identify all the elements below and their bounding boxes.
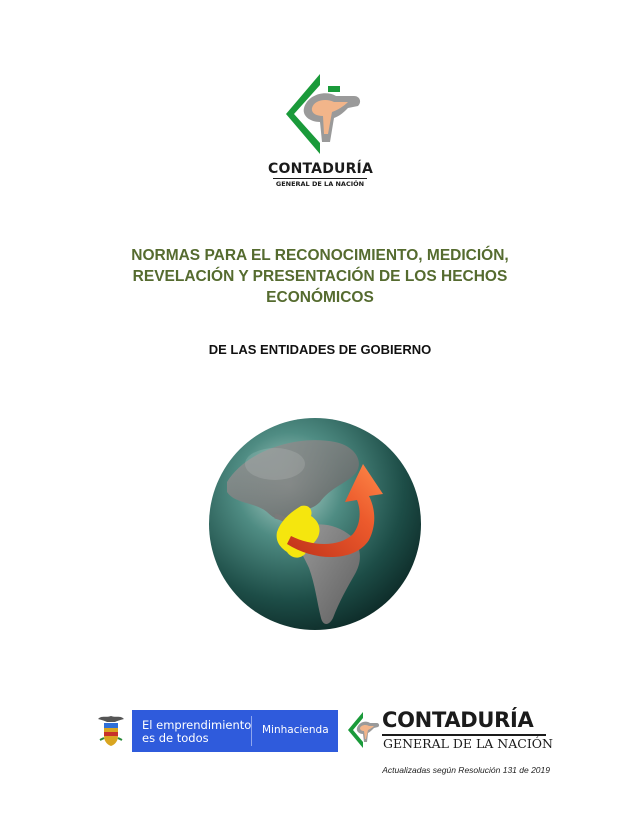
document-subtitle: DE LAS ENTIDADES DE GOBIERNO bbox=[208, 342, 432, 357]
contaduria-logo-top bbox=[268, 68, 372, 188]
globe-illustration bbox=[205, 412, 440, 647]
bottom-logo-subname: GENERAL DE LA NACIÓN bbox=[383, 736, 553, 751]
coat-of-arms-box bbox=[90, 710, 132, 752]
coat-of-arms-icon bbox=[90, 710, 132, 752]
banner-line-1: El emprendimiento bbox=[142, 718, 252, 732]
document-title bbox=[90, 245, 550, 308]
ministry-name: Minhacienda bbox=[262, 724, 329, 736]
title-line-2: REVELACIÓN Y PRESENTACIÓN DE LOS HECHOS bbox=[132, 268, 508, 285]
government-banner bbox=[90, 710, 338, 752]
top-logo-rule bbox=[273, 178, 367, 179]
banner-line-2: es de todos bbox=[142, 731, 209, 745]
contaduria-logo-bottom bbox=[346, 708, 553, 754]
contaduria-emblem-icon bbox=[278, 68, 362, 160]
banner-divider bbox=[251, 716, 252, 746]
contaduria-emblem-small-icon bbox=[346, 710, 380, 750]
resolution-footnote: Actualizadas según Resolución 131 de 2019 bbox=[382, 765, 550, 775]
title-line-3: ECONÓMICOS bbox=[266, 289, 374, 306]
top-logo-subname: GENERAL DE LA NACIÓN bbox=[275, 180, 365, 188]
top-logo-name: CONTADURÍA bbox=[268, 161, 374, 177]
bottom-logo-name: CONTADURÍA bbox=[382, 708, 534, 732]
title-line-1: NORMAS PARA EL RECONOCIMIENTO, MEDICIÓN, bbox=[131, 247, 509, 264]
